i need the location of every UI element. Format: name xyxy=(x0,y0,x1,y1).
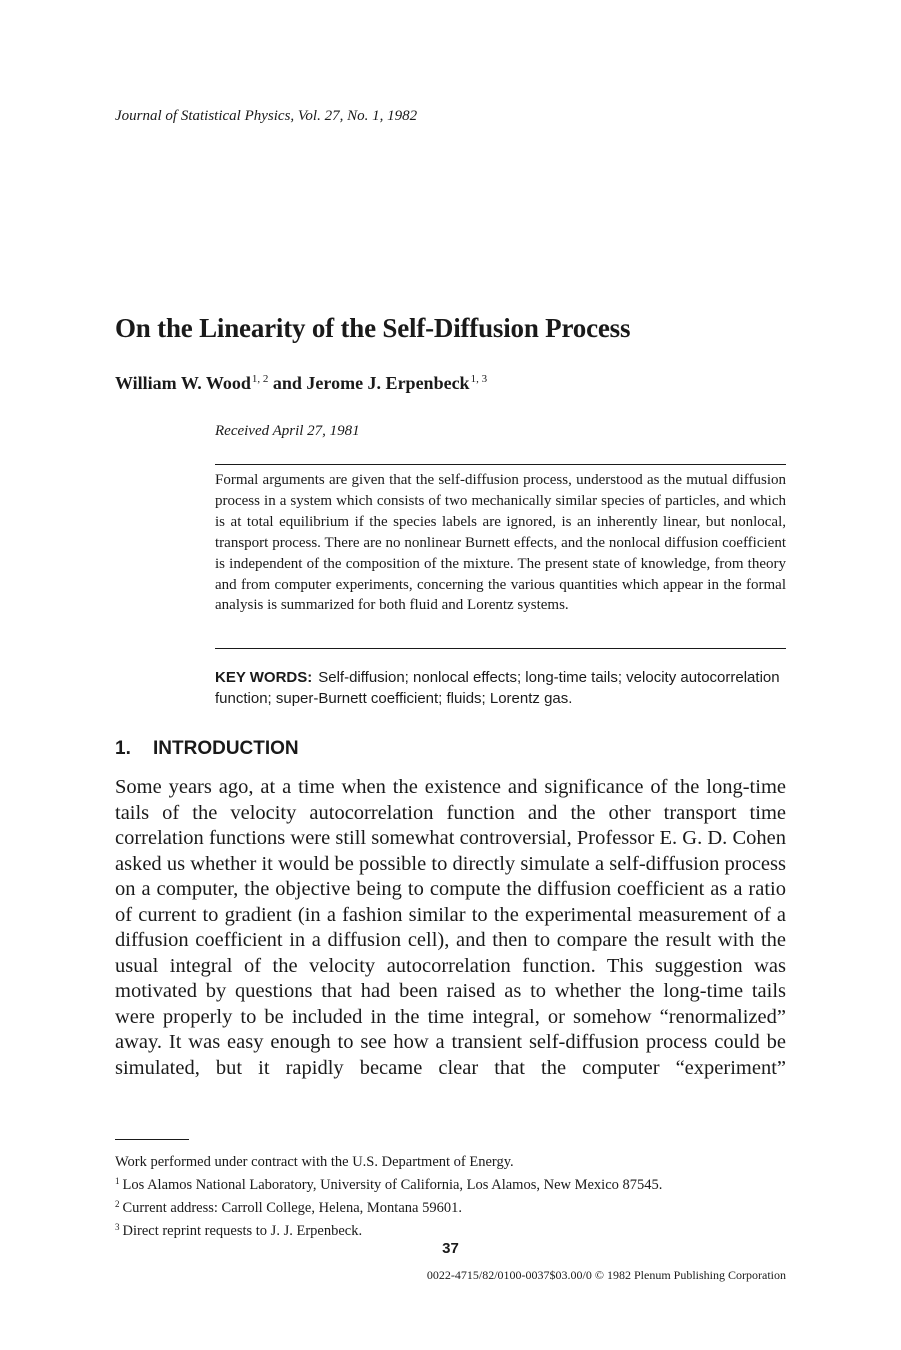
footnote-funding: Work performed under contract with the U.S. Department of Energy. xyxy=(115,1154,514,1170)
footnote-1: $^1$ Los Alamos National Laboratory, University of California, Los Alamos, New Mexico 87545. xyxy=(115,1176,663,1193)
author-joiner: and xyxy=(272,373,302,393)
section-heading xyxy=(115,738,299,760)
author-line xyxy=(115,373,487,394)
author-2-affiliation: 1, 3 xyxy=(470,373,488,385)
footnotes xyxy=(115,1153,805,1241)
author-2: Jerome J. Erpenbeck xyxy=(306,373,470,393)
journal-citation: Journal of Statistical Physics, Vol. 27, No. 1, 1982 xyxy=(115,108,418,124)
author-1-affiliation: 1, 2 xyxy=(251,373,269,385)
keywords-text: Self-diffusion; nonlocal effects; long-time tails; velocity autocorrelation function; super-Burnett coefficient; fluids; Lorentz gas. xyxy=(215,669,780,707)
section-number: 1. xyxy=(115,738,131,759)
keywords xyxy=(215,667,786,709)
abstract-bottom-rule xyxy=(215,648,786,649)
footnote-separator xyxy=(115,1139,189,1140)
abstract: Formal arguments are given that the self-diffusion process, understood as the mutual diffusion process in a system which consists of two mechanically similar species of particles, and which is at total equilibrium if the species labels are ignored, is an inherently linear, but nonlocal, transport process. There are no nonlinear Burnett effects, and the nonlocal diffusion coefficient is independent of the composition of the mixture. The present state of knowledge, from theory and from computer experiments, concerning the various quantities which appear in the formal analysis is summarized for both fluid and Lorentz systems. xyxy=(215,472,786,614)
received-date: Received April 27, 1981 xyxy=(215,423,360,439)
page-number: 37 xyxy=(442,1240,459,1257)
copyright-line: 0022-4715/82/0100-0037$03.00/0 © 1982 Plenum Publishing Corporation xyxy=(426,1268,786,1282)
footnote-2: $^2$ Current address: Carroll College, Helena, Montana 59601. xyxy=(115,1199,462,1216)
abstract-top-rule xyxy=(215,464,786,465)
footnote-3: $^3$ Direct reprint requests to J. J. Erpenbeck. xyxy=(115,1222,363,1239)
article-title: On the Linearity of the Self-Diffusion Process xyxy=(115,313,631,343)
section-title: INTRODUCTION xyxy=(153,738,299,759)
keywords-label: KEY WORDS: xyxy=(215,669,313,686)
author-1: William W. Wood xyxy=(115,373,251,393)
introduction-paragraph: Some years ago, at a time when the existence and significance of the long-time tails of the velocity autocorrelation function and the other transport time correlation functions were still somewhat controversial, Professor E. G. D. Cohen asked us whether it would be possible to directly simulate a self-diffusion process on a computer, the objective being to compute the diffusion coefficient as a ratio of current to gradient (in a fashion similar to the experimental measurement of a diffusion coefficient in a diffusion cell), and then to compare the result with the usual integral of the velocity autocorrelation function. This suggestion was motivated by questions that had been raised as to whether the long-time tails were properly to be included in the time integral, or somehow “renormalized” away. It was easy enough to see how a transient self-diffusion process could be simulated, but it rapidly became clear that the computer “experiment” xyxy=(115,776,786,1079)
